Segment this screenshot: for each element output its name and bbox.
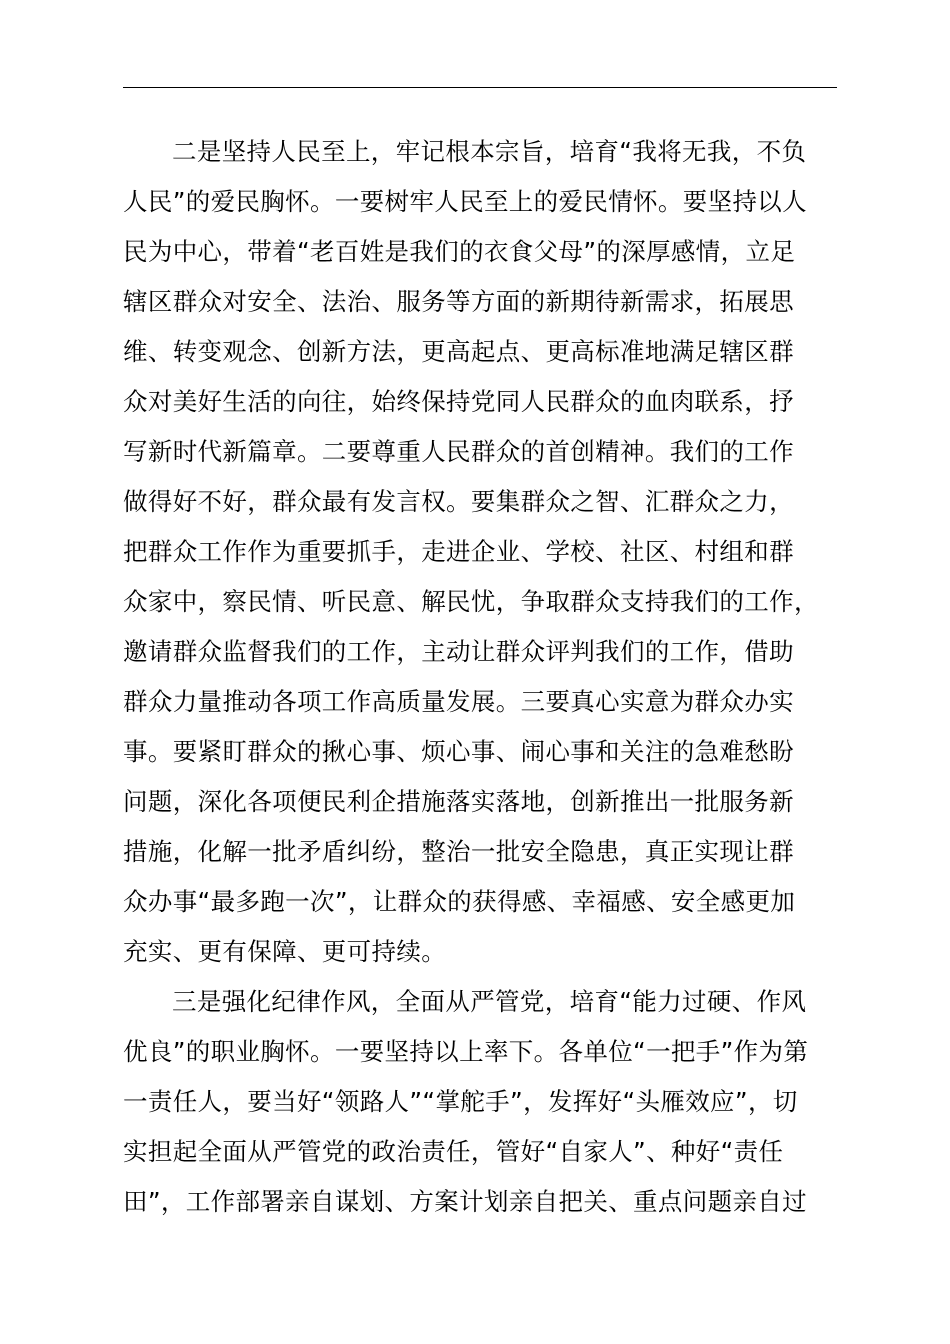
text-line: 一责任人，要当好“领路人”“掌舵手”，发挥好“头雁效应”，切	[123, 1087, 798, 1116]
text-line: 人民”的爱民胸怀。一要树牢人民至上的爱民情怀。要坚持以人	[123, 187, 807, 216]
text-line: 问题，深化各项便民利企措施落实落地，创新推出一批服务新	[123, 787, 794, 816]
text-line: 辖区群众对安全、法治、服务等方面的新期待新需求，拓展思	[123, 287, 794, 316]
text-line: 众办事“最多跑一次”，让群众的获得感、幸福感、安全感更加	[123, 887, 796, 916]
text-line: 优良”的职业胸怀。一要坚持以上率下。各单位“一把手”作为第	[123, 1037, 809, 1066]
text-line: 众对美好生活的向往，始终保持党同人民群众的血肉联系，抒	[123, 387, 794, 416]
text-line: 田”，工作部署亲自谋划、方案计划亲自把关、重点问题亲自过	[123, 1187, 807, 1216]
text-line: 做得好不好，群众最有发言权。要集群众之智、汇群众之力，	[123, 487, 794, 516]
text-line: 民为中心，带着“老百姓是我们的衣食父母”的深厚感情，立足	[123, 237, 796, 266]
text-line: 充实、更有保障、更可持续。	[123, 937, 447, 966]
text-line: 三是强化纪律作风，全面从严管党，培育“能力过硬、作风	[172, 987, 807, 1016]
text-line: 维、转变观念、创新方法，更高起点、更高标准地满足辖区群	[123, 337, 794, 366]
text-line: 措施，化解一批矛盾纠纷，整治一批安全隐患，真正实现让群	[123, 837, 794, 866]
text-line: 群众力量推动各项工作高质量发展。三要真心实意为群众办实	[123, 687, 794, 716]
text-line: 众家中，察民情、听民意、解民忧，争取群众支持我们的工作，	[123, 587, 819, 616]
text-line: 写新时代新篇章。二要尊重人民群众的首创精神。我们的工作	[123, 437, 794, 466]
text-line: 把群众工作作为重要抓手，走进企业、学校、社区、村组和群	[123, 537, 794, 566]
document-body	[123, 127, 843, 1227]
text-line: 二是坚持人民至上，牢记根本宗旨，培育“我将无我，不负	[172, 137, 807, 166]
text-line: 邀请群众监督我们的工作，主动让群众评判我们的工作，借助	[123, 637, 794, 666]
header-rule	[123, 87, 837, 88]
text-line: 事。要紧盯群众的揪心事、烦心事、闹心事和关注的急难愁盼	[123, 737, 794, 766]
text-line: 实担起全面从严管党的政治责任，管好“自家人”、种好“责任	[123, 1137, 784, 1166]
